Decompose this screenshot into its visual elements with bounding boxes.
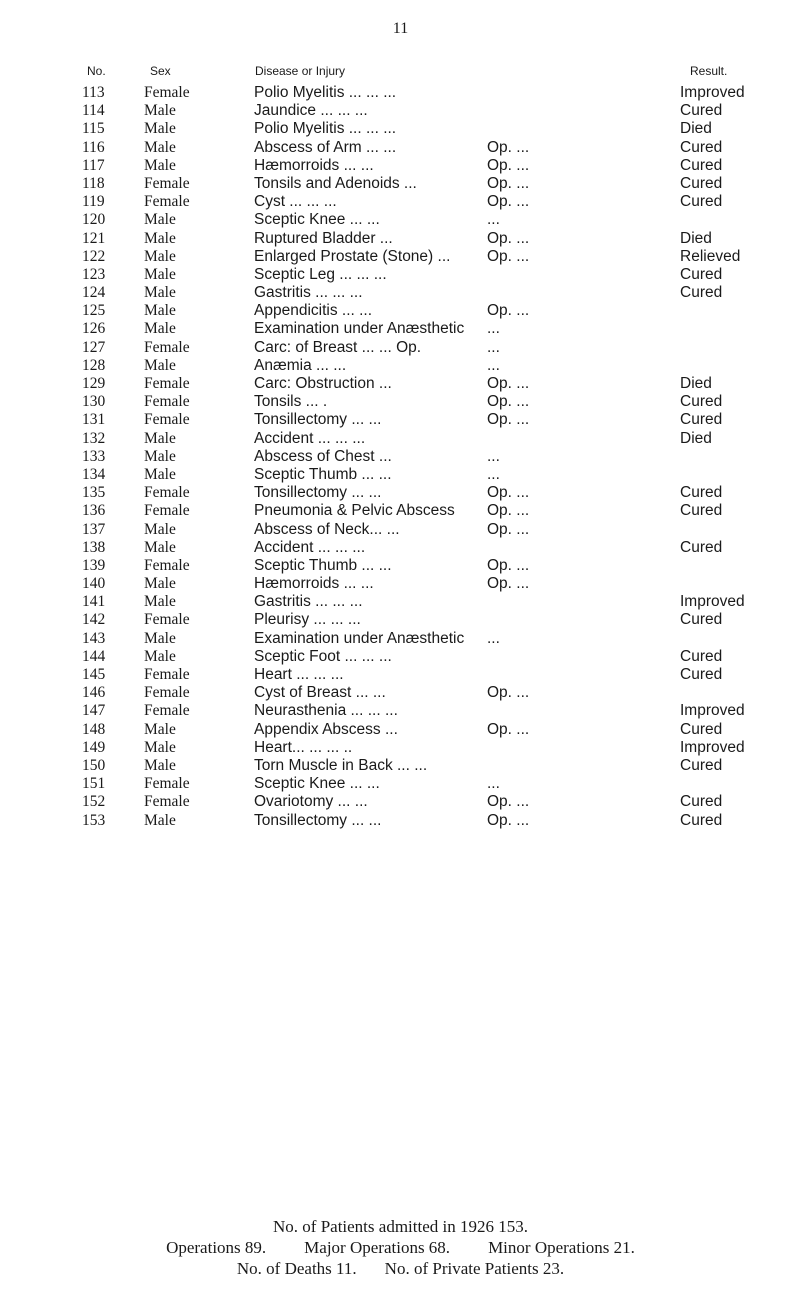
row-number: 148 bbox=[82, 720, 106, 738]
row-disease: Abscess of Chest ... bbox=[254, 447, 392, 465]
row-number: 146 bbox=[82, 684, 106, 702]
row-disease: Tonsillectomy ... ... bbox=[254, 484, 382, 502]
row-sex: Female bbox=[144, 84, 190, 101]
row-operation: Op. ... bbox=[487, 138, 530, 156]
row-sex: Female bbox=[144, 611, 190, 629]
row-result: Improved bbox=[680, 702, 745, 720]
row-number: 142 bbox=[82, 611, 106, 629]
row-operation: ... bbox=[487, 338, 500, 356]
row-disease: Tonsillectomy ... ... bbox=[254, 811, 382, 829]
row-result: Improved bbox=[680, 593, 745, 611]
row-operation: ... bbox=[487, 775, 500, 793]
row-sex: Female bbox=[144, 193, 190, 211]
row-number: 135 bbox=[82, 484, 106, 502]
row-sex: Male bbox=[144, 811, 176, 829]
summary-deaths-line bbox=[0, 1259, 801, 1279]
row-operation: Op. ... bbox=[487, 156, 530, 174]
row-disease: Hæmorroids ... ... bbox=[254, 575, 374, 593]
summary-private: No. of Private Patients 23. bbox=[384, 1259, 565, 1278]
row-operation: Op. ... bbox=[487, 575, 530, 593]
table-row bbox=[0, 593, 801, 611]
table-row bbox=[0, 375, 801, 393]
table-row bbox=[0, 648, 801, 666]
row-result: Cured bbox=[680, 174, 723, 192]
row-number: 152 bbox=[82, 793, 106, 811]
row-number: 139 bbox=[82, 556, 106, 574]
table-row bbox=[0, 120, 801, 138]
row-operation: ... bbox=[487, 629, 500, 647]
row-sex: Male bbox=[144, 138, 176, 156]
row-disease: Sceptic Leg ... ... ... bbox=[254, 265, 387, 283]
row-sex: Female bbox=[144, 556, 190, 574]
row-sex: Male bbox=[144, 284, 176, 302]
row-sex: Female bbox=[144, 375, 190, 392]
summary-operations: Operations 89. bbox=[166, 1238, 267, 1257]
row-number: 119 bbox=[82, 193, 105, 211]
patient-table bbox=[0, 84, 801, 830]
row-number: 151 bbox=[82, 775, 106, 793]
summary-major: Major Operations 68. bbox=[304, 1238, 451, 1257]
row-operation: Op. ... bbox=[487, 502, 530, 520]
row-number: 126 bbox=[82, 320, 106, 338]
row-disease: Polio Myelitis ... ... ... bbox=[254, 84, 397, 101]
row-disease: Hæmorroids ... ... bbox=[254, 156, 374, 174]
table-row bbox=[0, 102, 801, 120]
row-disease: Gastritis ... ... ... bbox=[254, 593, 363, 611]
row-disease: Tonsillectomy ... ... bbox=[254, 411, 382, 429]
row-disease: Sceptic Knee ... ... bbox=[254, 775, 380, 793]
row-result: Cured bbox=[680, 666, 723, 683]
row-operation: Op. ... bbox=[487, 375, 530, 392]
row-operation: Op. ... bbox=[487, 811, 530, 829]
row-sex: Male bbox=[144, 211, 176, 229]
row-operation: Op. ... bbox=[487, 193, 530, 211]
table-row bbox=[0, 266, 801, 284]
table-row bbox=[0, 339, 801, 357]
row-operation: Op. ... bbox=[487, 793, 530, 811]
row-operation: Op. ... bbox=[487, 247, 530, 265]
row-number: 129 bbox=[82, 375, 106, 392]
row-sex: Female bbox=[144, 174, 190, 192]
row-sex: Male bbox=[144, 320, 176, 338]
row-disease: Enlarged Prostate (Stone) ... bbox=[254, 247, 451, 265]
row-disease: Sceptic Foot ... ... ... bbox=[254, 647, 392, 665]
table-row bbox=[0, 230, 801, 248]
row-sex: Female bbox=[144, 484, 190, 502]
row-disease: Abscess of Neck... ... bbox=[254, 520, 400, 538]
row-disease: Carc: Obstruction ... bbox=[254, 375, 392, 392]
row-number: 138 bbox=[82, 538, 106, 556]
row-sex: Male bbox=[144, 356, 176, 374]
row-disease: Cyst of Breast ... ... bbox=[254, 684, 386, 702]
row-number: 147 bbox=[82, 702, 106, 720]
row-result: Cured bbox=[680, 538, 723, 556]
row-number: 141 bbox=[82, 593, 106, 611]
row-number: 113 bbox=[82, 84, 105, 101]
row-sex: Female bbox=[144, 793, 190, 811]
row-number: 137 bbox=[82, 520, 106, 538]
row-operation: Op. ... bbox=[487, 393, 530, 411]
row-sex: Female bbox=[144, 775, 190, 793]
row-operation: Op. ... bbox=[487, 229, 530, 247]
row-disease: Heart... ... ... .. bbox=[254, 738, 353, 756]
table-row bbox=[0, 739, 801, 757]
row-operation: Op. ... bbox=[487, 411, 530, 429]
table-row bbox=[0, 430, 801, 448]
summary-admitted: No. of Patients admitted in 1926 153. bbox=[273, 1217, 528, 1236]
table-row bbox=[0, 575, 801, 593]
table-row bbox=[0, 757, 801, 775]
row-operation: ... bbox=[487, 211, 500, 229]
row-sex: Female bbox=[144, 338, 190, 356]
row-disease: Accident ... ... ... bbox=[254, 429, 366, 447]
row-result: Cured bbox=[680, 156, 723, 174]
row-sex: Female bbox=[144, 502, 190, 520]
row-disease: Appendicitis ... ... bbox=[254, 302, 373, 320]
row-disease: Heart ... ... ... bbox=[254, 666, 344, 683]
table-row bbox=[0, 521, 801, 539]
row-disease: Cyst ... ... ... bbox=[254, 193, 337, 211]
summary-minor: Minor Operations 21. bbox=[488, 1238, 635, 1257]
table-row bbox=[0, 557, 801, 575]
header-no: No. bbox=[87, 64, 106, 78]
row-result: Cured bbox=[680, 611, 723, 629]
table-row bbox=[0, 320, 801, 338]
row-number: 117 bbox=[82, 156, 105, 174]
row-result: Cured bbox=[680, 393, 723, 411]
row-number: 120 bbox=[82, 211, 106, 229]
row-operation: Op. ... bbox=[487, 684, 530, 702]
table-row bbox=[0, 284, 801, 302]
table-row bbox=[0, 666, 801, 684]
row-sex: Male bbox=[144, 247, 176, 265]
header-sex: Sex bbox=[150, 64, 171, 78]
row-disease: Sceptic Thumb ... ... bbox=[254, 556, 392, 574]
row-sex: Male bbox=[144, 575, 176, 593]
table-row bbox=[0, 502, 801, 520]
row-sex: Male bbox=[144, 520, 176, 538]
table-row bbox=[0, 630, 801, 648]
row-disease: Abscess of Arm ... ... bbox=[254, 138, 397, 156]
row-operation: Op. ... bbox=[487, 484, 530, 502]
row-result: Died bbox=[680, 120, 712, 138]
row-sex: Male bbox=[144, 302, 176, 320]
row-disease: Carc: of Breast ... ... Op. bbox=[254, 338, 422, 356]
row-number: 133 bbox=[82, 447, 106, 465]
row-disease: Anæmia ... ... bbox=[254, 356, 347, 374]
row-number: 122 bbox=[82, 247, 106, 265]
row-number: 116 bbox=[82, 138, 105, 156]
row-result: Cured bbox=[680, 502, 723, 520]
row-sex: Male bbox=[144, 593, 176, 611]
row-result: Died bbox=[680, 229, 712, 247]
row-result: Cured bbox=[680, 138, 723, 156]
row-result: Cured bbox=[680, 284, 723, 302]
row-number: 144 bbox=[82, 647, 106, 665]
row-sex: Female bbox=[144, 684, 190, 702]
row-disease: Ruptured Bladder ... bbox=[254, 229, 393, 247]
summary-operations-line bbox=[0, 1238, 801, 1258]
row-sex: Male bbox=[144, 102, 176, 120]
row-number: 131 bbox=[82, 411, 106, 429]
table-row bbox=[0, 466, 801, 484]
row-operation: Op. ... bbox=[487, 720, 530, 738]
row-number: 153 bbox=[82, 811, 106, 829]
table-row bbox=[0, 539, 801, 557]
row-number: 118 bbox=[82, 174, 105, 192]
row-result: Cured bbox=[680, 484, 723, 502]
row-disease: Ovariotomy ... ... bbox=[254, 793, 368, 811]
row-disease: Polio Myelitis ... ... ... bbox=[254, 120, 397, 138]
row-number: 124 bbox=[82, 284, 106, 302]
row-operation: Op. ... bbox=[487, 556, 530, 574]
row-result: Cured bbox=[680, 265, 723, 283]
row-number: 128 bbox=[82, 356, 106, 374]
row-number: 114 bbox=[82, 102, 105, 120]
row-sex: Male bbox=[144, 120, 176, 138]
table-row bbox=[0, 611, 801, 629]
table-row bbox=[0, 448, 801, 466]
row-sex: Male bbox=[144, 756, 176, 774]
row-number: 134 bbox=[82, 465, 106, 483]
row-number: 143 bbox=[82, 629, 106, 647]
table-row bbox=[0, 812, 801, 830]
row-disease: Appendix Abscess ... bbox=[254, 720, 398, 738]
row-sex: Male bbox=[144, 156, 176, 174]
row-result: Cured bbox=[680, 811, 723, 829]
row-disease: Sceptic Thumb ... ... bbox=[254, 465, 392, 483]
row-number: 132 bbox=[82, 429, 106, 447]
row-sex: Male bbox=[144, 738, 176, 756]
table-row bbox=[0, 684, 801, 702]
row-operation: Op. ... bbox=[487, 520, 530, 538]
row-disease: Examination under Anæsthetic bbox=[254, 629, 465, 647]
row-result: Cured bbox=[680, 647, 723, 665]
table-row bbox=[0, 702, 801, 720]
row-operation: ... bbox=[487, 447, 500, 465]
row-disease: Tonsils ... . bbox=[254, 393, 328, 411]
table-row bbox=[0, 139, 801, 157]
row-number: 121 bbox=[82, 229, 106, 247]
row-result: Died bbox=[680, 429, 712, 447]
row-number: 145 bbox=[82, 666, 106, 683]
row-sex: Male bbox=[144, 720, 176, 738]
row-result: Improved bbox=[680, 738, 745, 756]
row-sex: Male bbox=[144, 447, 176, 465]
row-disease: Pneumonia & Pelvic Abscess bbox=[254, 502, 455, 520]
header-disease: Disease or Injury bbox=[255, 64, 346, 78]
table-row bbox=[0, 157, 801, 175]
table-row bbox=[0, 357, 801, 375]
table-row bbox=[0, 302, 801, 320]
row-sex: Female bbox=[144, 393, 190, 411]
row-sex: Female bbox=[144, 702, 190, 720]
row-number: 127 bbox=[82, 338, 106, 356]
row-disease: Torn Muscle in Back ... ... bbox=[254, 756, 428, 774]
table-row bbox=[0, 193, 801, 211]
row-disease: Pleurisy ... ... ... bbox=[254, 611, 361, 629]
row-number: 136 bbox=[82, 502, 106, 520]
row-result: Cured bbox=[680, 720, 723, 738]
row-sex: Male bbox=[144, 229, 176, 247]
row-disease: Accident ... ... ... bbox=[254, 538, 366, 556]
row-disease: Sceptic Knee ... ... bbox=[254, 211, 380, 229]
row-sex: Male bbox=[144, 429, 176, 447]
table-row bbox=[0, 775, 801, 793]
row-sex: Male bbox=[144, 647, 176, 665]
header-result: Result. bbox=[690, 64, 728, 78]
row-number: 130 bbox=[82, 393, 106, 411]
row-sex: Male bbox=[144, 465, 176, 483]
row-number: 123 bbox=[82, 265, 106, 283]
page-number: 11 bbox=[392, 20, 409, 37]
row-result: Relieved bbox=[680, 247, 741, 265]
table-row bbox=[0, 484, 801, 502]
row-result: Cured bbox=[680, 756, 723, 774]
row-disease: Tonsils and Adenoids ... bbox=[254, 174, 417, 192]
row-result: Improved bbox=[680, 84, 745, 101]
row-operation: Op. ... bbox=[487, 174, 530, 192]
table-row bbox=[0, 248, 801, 266]
table-row bbox=[0, 411, 801, 429]
table-row bbox=[0, 721, 801, 739]
row-number: 150 bbox=[82, 756, 106, 774]
table-row bbox=[0, 211, 801, 229]
row-number: 125 bbox=[82, 302, 106, 320]
row-number: 140 bbox=[82, 575, 106, 593]
row-sex: Male bbox=[144, 629, 176, 647]
table-row bbox=[0, 793, 801, 811]
row-sex: Female bbox=[144, 411, 190, 429]
summary-deaths: No. of Deaths 11. bbox=[236, 1259, 357, 1278]
row-operation: ... bbox=[487, 356, 500, 374]
row-disease: Gastritis ... ... ... bbox=[254, 284, 363, 302]
row-disease: Examination under Anæsthetic bbox=[254, 320, 465, 338]
row-operation: ... bbox=[487, 320, 500, 338]
row-number: 115 bbox=[82, 120, 105, 138]
row-sex: Male bbox=[144, 265, 176, 283]
row-disease: Jaundice ... ... ... bbox=[254, 102, 368, 120]
row-result: Cured bbox=[680, 411, 723, 429]
row-sex: Male bbox=[144, 538, 176, 556]
row-result: Cured bbox=[680, 793, 723, 811]
row-operation: Op. ... bbox=[487, 302, 530, 320]
row-sex: Female bbox=[144, 666, 190, 683]
row-result: Died bbox=[680, 375, 712, 392]
row-number: 149 bbox=[82, 738, 106, 756]
row-result: Cured bbox=[680, 193, 723, 211]
table-row bbox=[0, 175, 801, 193]
row-result: Cured bbox=[680, 102, 723, 120]
row-disease: Neurasthenia ... ... ... bbox=[254, 702, 398, 720]
table-row bbox=[0, 84, 801, 102]
table-row bbox=[0, 393, 801, 411]
row-operation: ... bbox=[487, 465, 500, 483]
